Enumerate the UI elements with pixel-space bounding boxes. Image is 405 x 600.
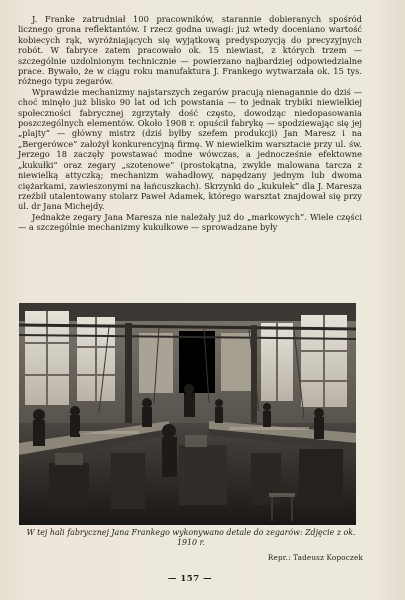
paragraph-3: Jednakże zegary Jana Maresza nie należały już do „markowych”. Wiele części — a szczególnie mechanizmy kukułkowe — sprowadzane były bbox=[18, 211, 362, 233]
paragraph-2: Wprawdzie mechanizmy najstarszych zegarów pracują nienagannie do dziś — choć minęło już blisko 90 lat od ich powstania — to jednak trybiki niewielkiej społeczności fabrycznej zgrzytały dość często, dowodząc niedopasowania poszczególnych elementów. Około 1908 r. opuścił fabrykę — spodziewając się jej „plajty” — główny mistrz (dziś byłby szefem produkcji) Jan Maresz i na „Bergerówce” założył konkurencyjną firmę. W niewielkim warsztacie przy ul. św. Jerzego 18 zaczęły powstawać modne wówczas, a jednocześnie efektowne „kukułki” oraz zegary „szotenowe” (prostokątna, zwykle malowana tarcza z niewielką attyczką; mechanizm wahadłowy, napędzany jednym lub dwoma ciężarkami, zawieszonymi na łańcuszkach). Skrzynki do „kukułek” dla J. Maresza rzeźbił utalentowany stolarz Paweł Adamek, którego warsztat znajdował się przy ul. dr Jana Michejdy. bbox=[18, 86, 362, 212]
photo-caption: W tej hali fabrycznej Jana Frankego wykonywano detale do zegarów: Zdjęcie z ok. 1910 r. bbox=[26, 528, 356, 547]
page-number: — 157 — bbox=[167, 574, 213, 584]
factory-hall-photo bbox=[19, 303, 356, 525]
photo-credit: Repr.: Tadeusz Kopoczek bbox=[267, 553, 363, 562]
factory-hall-photo-image bbox=[19, 303, 356, 525]
paragraph-1: J. Franke zatrudniał 100 pracowników, starannie dobieranych spośród licznego grona reflektantów. I rzecz godna uwagi: już wtedy doceniano wartość kobiecych rąk, wyróżniających się wyjątkową predyspozycją do precyzyjnych robót. W fabryce zatem pracowało ok. 15 niewiast, z których trzem — szczególnie uzdolnionym technicznie — powierzano najbardziej odpowiedzialne prace. Bywało, że w ciągu roku manufaktura J. Frankego wytwarzała ok. 15 tys. różnego typu zegarów. bbox=[18, 14, 362, 87]
article-text bbox=[18, 14, 362, 233]
